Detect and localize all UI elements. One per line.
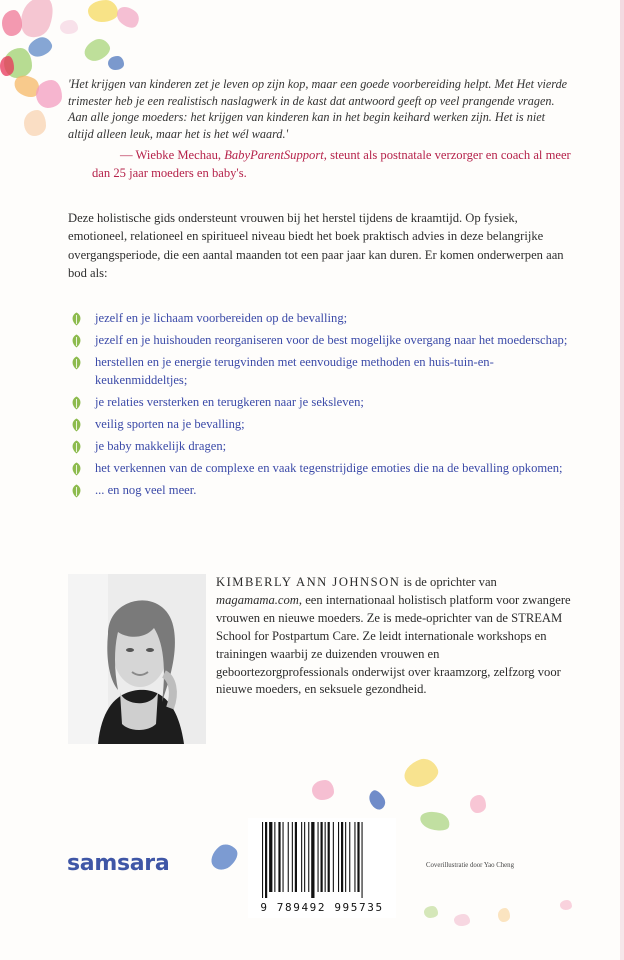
barcode-bar <box>274 822 275 892</box>
barcode-bar <box>292 822 293 892</box>
barcode-bar <box>333 822 334 892</box>
author-website: magamama.com <box>216 592 299 607</box>
petal <box>366 788 388 812</box>
petal <box>108 56 124 70</box>
topic-item <box>68 459 568 477</box>
barcode-bar <box>311 822 314 898</box>
petal <box>312 780 334 800</box>
leaf-icon <box>70 356 83 370</box>
bio-lead: is de oprichter van <box>400 575 497 589</box>
author-photo <box>68 574 206 744</box>
publisher-logo: samsara <box>67 851 170 876</box>
author-portrait <box>68 574 206 744</box>
barcode-bar <box>357 822 359 892</box>
petal <box>470 795 486 813</box>
barcode-bar <box>288 822 289 892</box>
barcode-bar <box>265 822 267 898</box>
bio-text: , een internationaal holistisch platform voor zwangere vrouwen en nieuwe moeders. Ze is mede-oprichter van de STREAM School for Postpartum Care. Ze leidt internationale workshops en trainingen waarbij ze duizenden vrouwen en geboortezorgprofessionals onderwijst over kraamzorg, zelfzorg voor nieuwe moeders, en seksuele gezondheid. <box>216 592 571 697</box>
barcode-bar <box>308 822 309 892</box>
petal <box>560 900 572 910</box>
leaf-icon <box>70 396 83 410</box>
intro-paragraph: Deze holistische gids ondersteunt vrouwen bij het herstel tijdens de kraamtijd. Op fysiek, emotioneel, relationeel en spiritueel niveau biedt het boek praktisch advies in deze belangrijke overgangsperiode, die een aantal maanden tot een paar jaar kan duren. Er komen onderwerpen aan bod als: <box>68 211 564 281</box>
topic-item <box>68 415 568 433</box>
petal <box>401 755 442 791</box>
barcode-bar <box>283 822 284 892</box>
petal <box>2 10 22 36</box>
barcode-bar <box>341 822 343 892</box>
petal <box>36 80 62 108</box>
barcode-bar <box>362 822 363 898</box>
author-name: KIMBERLY ANN JOHNSON <box>216 575 401 589</box>
endorsement-quote: 'Het krijgen van kinderen zet je leven op zijn kop, maar een goede voorbereiding helpt. Met Het vierde trimester heb je een realistisch naslagwerk in de kast dat antwoord geeft op veel prangende vragen. Aan alle jonge moeders: het krijgen van kinderen kan in het begin keihard werken zijn. Het is niet altijd alleen leuk, maar het is het wél waard.' <box>68 77 568 141</box>
leaf-icon <box>70 484 83 498</box>
barcode-bars <box>248 818 396 900</box>
cover-edge <box>620 0 624 960</box>
barcode-bar <box>345 822 346 892</box>
petal <box>418 808 452 833</box>
attribution-name: — Wiebke Mechau, <box>120 148 225 162</box>
topic-text: herstellen en je energie terugvinden met eenvoudige methoden en huis-tuin-en-keukenmiddeltjes; <box>95 355 494 387</box>
topic-text: veilig sporten na je bevalling; <box>95 417 245 431</box>
leaf-icon <box>70 418 83 432</box>
leaf-icon <box>70 334 83 348</box>
petal <box>60 20 78 34</box>
barcode-bar <box>328 822 330 892</box>
cover-credit: Coverillustratie door Yao Cheng <box>426 862 514 869</box>
leaf-icon <box>70 440 83 454</box>
topic-item <box>68 331 568 349</box>
barcode-bar <box>349 822 350 892</box>
author-bio <box>216 574 572 699</box>
petal <box>16 0 59 42</box>
isbn-number: 9 789492 995735 <box>260 901 384 914</box>
barcode-bar <box>338 822 339 892</box>
leaf-icon <box>70 312 83 326</box>
isbn-barcode <box>248 818 396 918</box>
topic-list <box>68 309 568 503</box>
topic-text: je baby makkelijk dragen; <box>95 439 227 453</box>
barcode-bar <box>325 822 326 892</box>
barcode-bar <box>301 822 302 892</box>
leaf-icon <box>70 462 83 476</box>
barcode-bar <box>304 822 305 892</box>
topic-text: jezelf en je huishouden reorganiseren voor de best mogelijke overgang naar het moederschap; <box>95 333 568 347</box>
topic-text: jezelf en je lichaam voorbereiden op de bevalling; <box>95 311 348 325</box>
barcode-bar <box>318 822 319 892</box>
petal <box>113 2 143 31</box>
barcode-bar <box>321 822 323 892</box>
barcode-bar <box>354 822 355 892</box>
topic-item <box>68 393 568 411</box>
topic-text: ... en nog veel meer. <box>95 483 197 497</box>
petal <box>0 56 14 76</box>
attribution-org: BabyParentSupport <box>224 148 324 162</box>
topic-item <box>68 353 568 389</box>
barcode-bar <box>278 822 280 892</box>
topic-item <box>68 309 568 327</box>
barcode-bar <box>295 822 297 892</box>
topic-item <box>68 481 568 499</box>
topic-text: je relaties versterken en terugkeren naar je seksleven; <box>95 395 364 409</box>
petal <box>424 906 438 918</box>
petal <box>24 110 46 136</box>
quote-attribution <box>92 146 572 182</box>
topic-item <box>68 437 568 455</box>
barcode-bar <box>269 822 272 892</box>
petal <box>454 914 470 926</box>
petal <box>498 908 510 922</box>
barcode-bar <box>262 822 263 898</box>
petal <box>206 840 242 875</box>
attribution-role: , steunt als postnatale verzorger en coach al meer dan 25 jaar moeders en baby's. <box>92 148 571 180</box>
topic-text: het verkennen van de complexe en vaak tegenstrijdige emoties die na de bevalling opkomen; <box>95 461 563 475</box>
petal <box>88 0 118 22</box>
